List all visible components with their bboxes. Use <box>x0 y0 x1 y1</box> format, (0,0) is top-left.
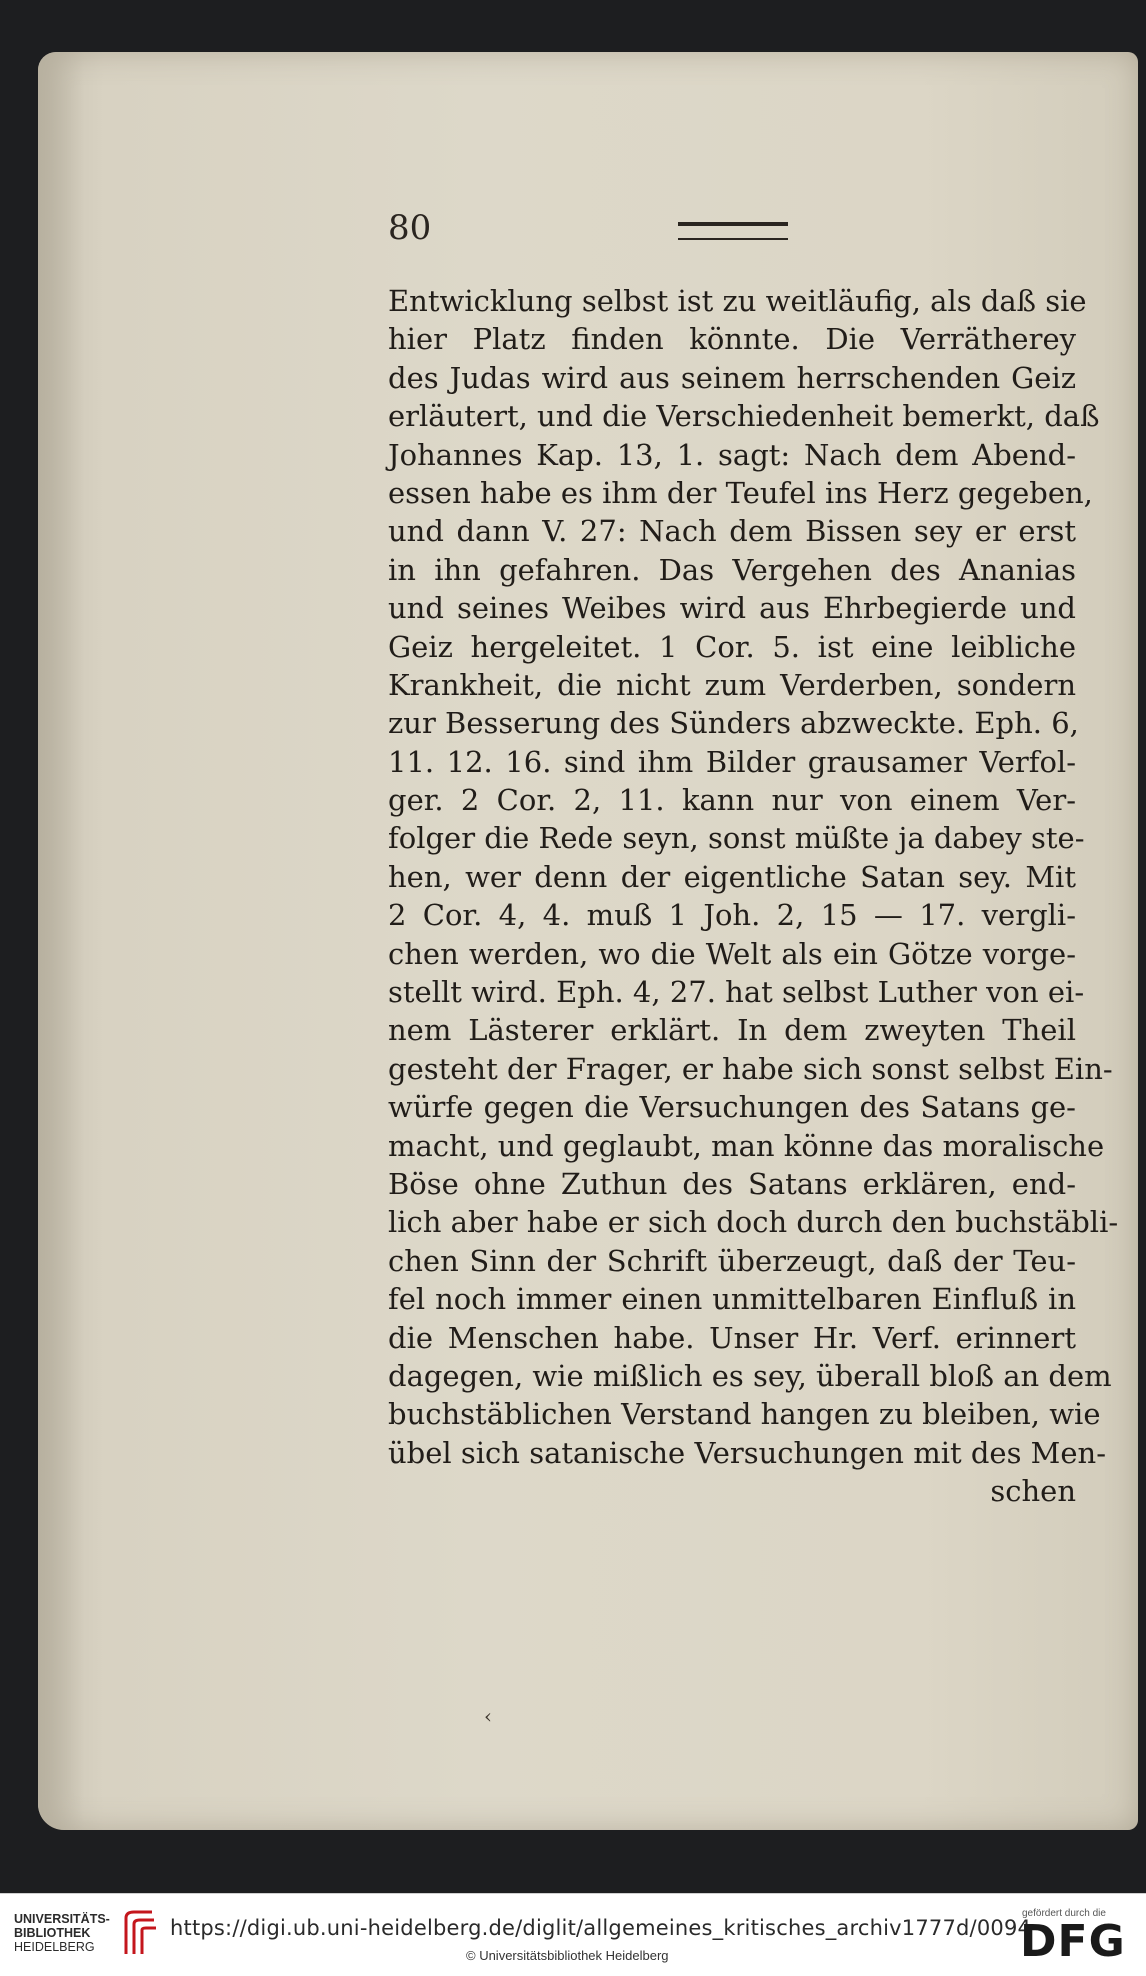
text-line: und seines Weibes wird aus Ehrbegierde und <box>388 591 1076 626</box>
text-line: nem Lästerer erklärt. In dem zweyten Theil <box>388 1013 1076 1048</box>
text-line: Johannes Kap. 13, 1. sagt: Nach dem Abend- <box>388 437 1076 472</box>
text-line: Böse ohne Zuthun des Satans erklären, end- <box>388 1166 1076 1201</box>
text-line: chen werden, wo die Welt als ein Götze vorge- <box>388 936 1076 971</box>
text-line: und dann V. 27: Nach dem Bissen sey er erst <box>388 514 1076 549</box>
text-line: ger. 2 Cor. 2, 11. kann nur von einem Ver- <box>388 783 1076 818</box>
body-text <box>388 282 1119 1511</box>
text-line: hen, wer denn der eigentliche Satan sey. Mit <box>388 859 1076 894</box>
text-line: buchstäblichen Verstand hangen zu bleiben, wie <box>388 1397 1101 1432</box>
text-line: fel noch immer einen unmittelbaren Einfluß in <box>388 1282 1076 1317</box>
copyright-notice: © Universitätsbibliothek Heidelberg <box>466 1948 669 1963</box>
text-line: erläutert, und die Verschiedenheit bemerkt, daß <box>388 399 1100 434</box>
page-edge-shadow <box>38 52 84 1830</box>
text-line: chen Sinn der Schrift überzeugt, daß der Teu- <box>388 1243 1076 1278</box>
funding-label: gefördert durch die <box>1022 1908 1106 1919</box>
text-line: des Judas wird aus seinem herrschenden Geiz <box>388 360 1076 395</box>
text-line: macht, und geglaubt, man könne das moralische <box>388 1128 1105 1163</box>
library-name-line: BIBLIOTHEK <box>14 1926 91 1940</box>
library-name-line: UNIVERSITÄTS- <box>14 1912 110 1926</box>
header-rule <box>678 222 788 240</box>
text-line: die Menschen habe. Unser Hr. Verf. erinnert <box>388 1320 1076 1355</box>
text-line: folger die Rede seyn, sonst müßte ja dabey ste- <box>388 821 1085 856</box>
page-number: 80 <box>388 208 432 248</box>
text-line: würfe gegen die Versuchungen des Satans ge- <box>388 1090 1076 1125</box>
text-line: essen habe es ihm der Teufel ins Herz gegeben, <box>388 475 1093 510</box>
text-line: übel sich satanische Versuchungen mit des Men- <box>388 1435 1107 1470</box>
library-name-line: HEIDELBERG <box>14 1940 95 1954</box>
viewer-footer <box>0 1893 1146 1976</box>
library-logo-icon <box>118 1908 160 1958</box>
ink-smudge: ‹ <box>484 1704 492 1728</box>
permalink-url[interactable]: https://digi.ub.uni-heidelberg.de/diglit/allgemeines_kritisches_archiv1777d/0094 <box>170 1916 1032 1940</box>
text-line: stellt wird. Eph. 4, 27. hat selbst Luther von ei- <box>388 975 1085 1010</box>
text-line: hier Platz finden könnte. Die Verrätherey <box>388 322 1076 357</box>
text-line: gesteht der Frager, er habe sich sonst selbst Ein- <box>388 1051 1113 1086</box>
text-line: Krankheit, die nicht zum Verderben, sondern <box>388 667 1076 702</box>
text-line: dagegen, wie mißlich es sey, überall bloß an dem <box>388 1358 1112 1393</box>
text-line: zur Besserung des Sünders abzweckte. Eph. 6, <box>388 706 1079 741</box>
text-line: 11. 12. 16. sind ihm Bilder grausamer Verfol- <box>388 744 1076 779</box>
text-line: lich aber habe er sich doch durch den buchstäbli- <box>388 1205 1119 1240</box>
dfg-logo: DFG <box>1020 1916 1126 1967</box>
text-line: Geiz hergeleitet. 1 Cor. 5. ist eine leibliche <box>388 629 1076 664</box>
text-line: Entwicklung selbst ist zu weitläufig, als daß sie <box>388 284 1087 318</box>
catchword: schen <box>990 1474 1076 1509</box>
text-line: 2 Cor. 4, 4. muß 1 Joh. 2, 15 — 17. vergli- <box>388 898 1076 933</box>
text-line: in ihn gefahren. Das Vergehen des Ananias <box>388 552 1076 587</box>
library-name <box>14 1912 110 1954</box>
